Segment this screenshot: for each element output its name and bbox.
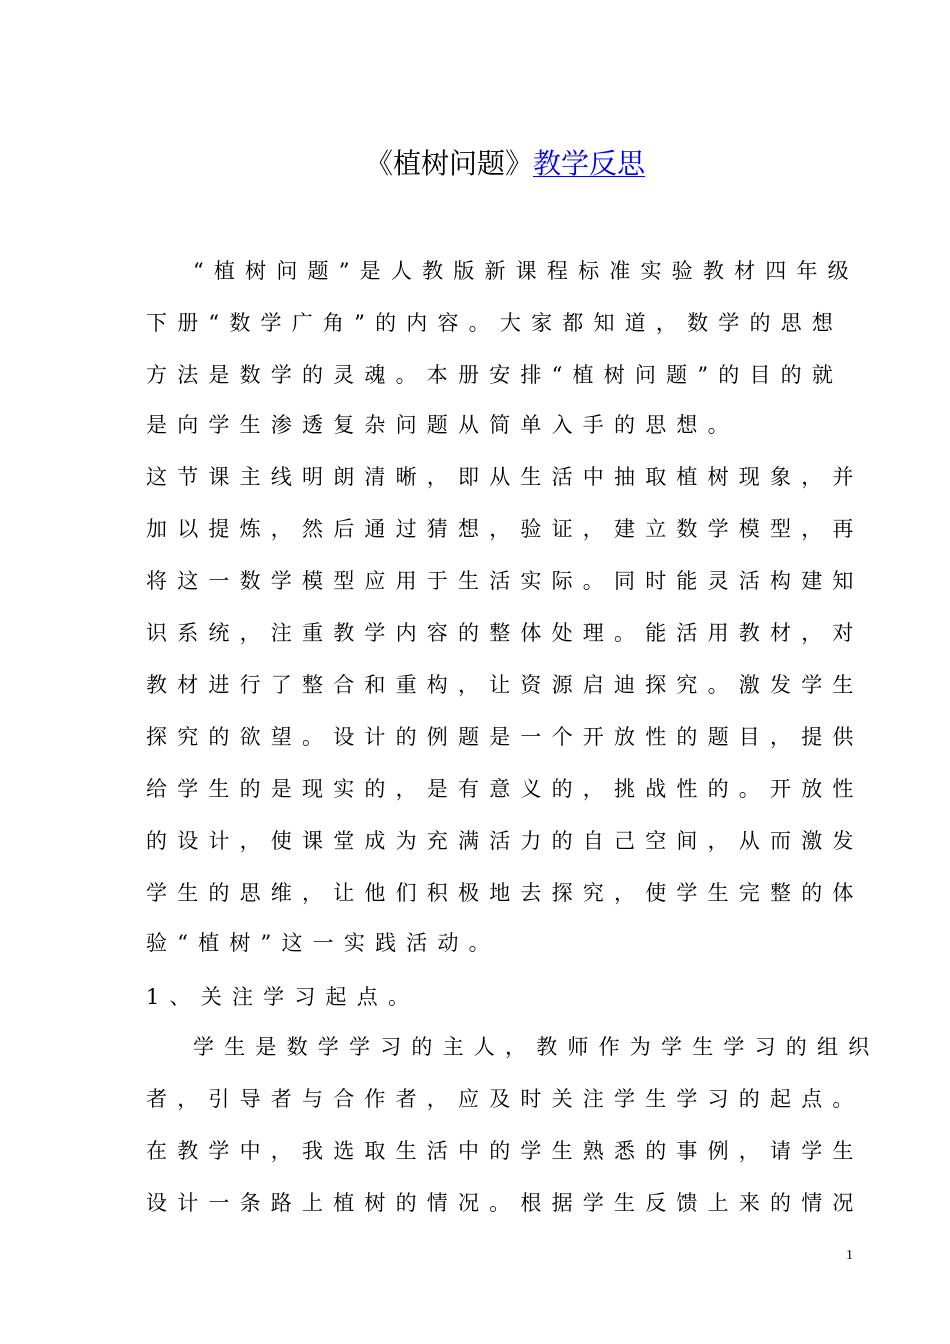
paragraph-line: 验“植树”这一实践活动。 bbox=[146, 931, 500, 955]
paragraph-line: 加以提炼，然后通过猜想，验证，建立数学模型，再 bbox=[146, 517, 864, 541]
paragraph-line: 将这一数学模型应用于生活实际。同时能灵活构建知 bbox=[146, 569, 864, 593]
paragraph-line: 给学生的是现实的，是有意义的，挑战性的。开放性 bbox=[146, 777, 864, 801]
paragraph-line: 下册“数学广角”的内容。大家都知道，数学的思想 bbox=[146, 311, 844, 335]
paragraph-line: 探究的欲望。设计的例题是一个开放性的题目，提供 bbox=[146, 725, 864, 749]
paragraph-line: 的设计，使课堂成为充满活力的自己空间，从而激发 bbox=[146, 829, 864, 853]
paragraph-line: 这节课主线明朗清晰，即从生活中抽取植树现象，并 bbox=[146, 465, 864, 489]
paragraph-line: 学生的思维，让他们积极地去探究，使学生完整的体 bbox=[146, 881, 864, 905]
paragraph-line: 是向学生渗透复杂问题从简单入手的思想。 bbox=[146, 413, 739, 437]
paragraph-line: 识系统，注重教学内容的整体处理。能活用教材，对 bbox=[146, 621, 864, 645]
paragraph-line: “植树问题”是人教版新课程标准实验教材四年级 bbox=[193, 259, 859, 283]
paragraph-line: 设计一条路上植树的情况。根据学生反馈上来的情况 bbox=[146, 1191, 864, 1215]
paragraph-line: 者，引导者与合作者，应及时关注学生学习的起点。 bbox=[146, 1087, 864, 1111]
paragraph-line: 学生是数学学习的主人，教师作为学生学习的组织 bbox=[193, 1035, 880, 1059]
paragraph-line: 方法是数学的灵魂。本册安排“植树问题”的目的就 bbox=[146, 363, 844, 387]
title-link[interactable]: 教学反思 bbox=[533, 147, 646, 180]
paragraph-line: 教材进行了整合和重构，让资源启迪探究。激发学生 bbox=[146, 673, 864, 697]
paragraph-line: 在教学中，我选取生活中的学生熟悉的事例，请学生 bbox=[146, 1139, 864, 1163]
document-title bbox=[0, 142, 950, 186]
title-text: 《植树问题》 bbox=[364, 147, 533, 180]
page-number: 1 bbox=[846, 1248, 853, 1263]
section-heading: 1、关注学习起点。 bbox=[146, 985, 420, 1009]
